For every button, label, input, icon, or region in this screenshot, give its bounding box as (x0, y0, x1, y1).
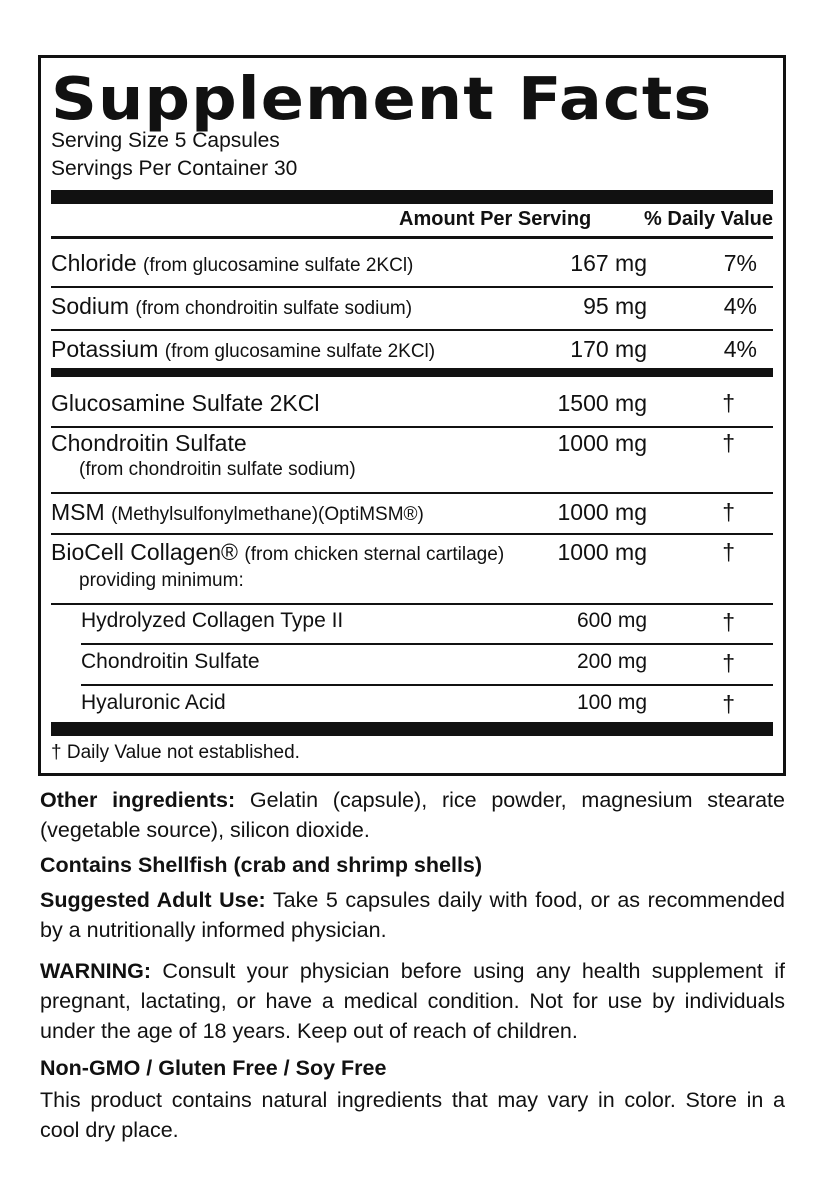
other-ingredients (40, 785, 785, 845)
nutrient-dv: 4% (723, 336, 757, 362)
ingredient-note: (from chicken sternal cartilage) (244, 544, 505, 565)
footnote: † Daily Value not established. (51, 742, 300, 763)
divider (51, 426, 773, 428)
storage-note: This product contains natural ingredients that may vary in color. Store in a cool dry place. (40, 1088, 785, 1142)
nutrient-note: (from glucosamine sulfate 2KCl) (164, 341, 436, 362)
divider (81, 684, 773, 686)
nutrient-amount: 167 mg (570, 250, 647, 276)
warning (40, 956, 785, 1046)
sub-ingredient-amount: 100 mg (576, 691, 647, 714)
dv-header: % Daily Value (644, 208, 773, 230)
divider (51, 603, 773, 605)
nutrient-name: Potassium (51, 336, 159, 362)
divider (51, 236, 773, 239)
nutrient-name: Chloride (51, 250, 137, 276)
divider (51, 286, 773, 288)
sub-ingredient-dv: † (722, 691, 735, 717)
divider (51, 533, 773, 535)
supplement-facts-panel (38, 55, 786, 776)
suggested-use-text: Take 5 capsules daily with food, or as recommended by a nutritionally informed physician. (40, 888, 785, 942)
claims: Non-GMO / Gluten Free / Soy Free (40, 1056, 387, 1080)
ingredient-name: Glucosamine Sulfate 2KCl (51, 390, 320, 416)
ingredient-name: Chondroitin Sulfate (51, 430, 247, 456)
nutrient-note: (from glucosamine sulfate 2KCl) (143, 255, 414, 276)
medium-divider (51, 368, 773, 377)
other-ingredients-label: Other ingredients: (40, 788, 236, 812)
divider (51, 329, 773, 331)
ingredient-dv: † (722, 499, 735, 525)
suggested-use-label: Suggested Adult Use: (40, 888, 266, 912)
ingredient-sub: providing minimum: (79, 570, 244, 591)
sub-ingredient-dv: † (722, 650, 735, 676)
sub-ingredient-amount: 600 mg (576, 609, 647, 632)
ingredient-note: (Methylsulfonylmethane)(OptiMSM®) (111, 504, 424, 525)
ingredient-amount: 1500 mg (557, 390, 647, 416)
sub-ingredient-dv: † (722, 609, 735, 635)
ingredient-name: MSM (51, 499, 105, 525)
divider (51, 492, 773, 494)
serving-size: Serving Size 5 Capsules (51, 129, 280, 152)
amount-header: Amount Per Serving (399, 208, 592, 230)
nutrient-name: Sodium (51, 293, 129, 319)
nutrient-note: (from chondroitin sulfate sodium) (135, 298, 413, 319)
ingredient-dv: † (722, 430, 735, 456)
nutrient-dv: 4% (723, 293, 757, 319)
sub-ingredient-name: Chondroitin Sulfate (81, 650, 260, 673)
other-ingredients-text: Gelatin (capsule), rice powder, magnesium stearate (vegetable source), silicon dioxide. (40, 788, 785, 842)
sub-ingredient-name: Hyaluronic Acid (81, 691, 226, 714)
divider (81, 643, 773, 645)
warning-label: WARNING: (40, 959, 152, 983)
ingredient-amount: 1000 mg (557, 499, 647, 525)
ingredient-amount: 1000 mg (557, 539, 647, 565)
nutrient-amount: 170 mg (570, 336, 647, 362)
nutrient-dv: 7% (723, 250, 757, 276)
suggested-use (40, 885, 785, 945)
sub-ingredient-amount: 200 mg (576, 650, 647, 673)
ingredient-name: BioCell Collagen® (51, 539, 238, 565)
thick-divider (51, 722, 773, 736)
ingredient-sub: (from chondroitin sulfate sodium) (79, 459, 356, 480)
warning-text: Consult your physician before using any health supplement if pregnant, lactating, or have a medical condition. Not for use by individuals under the age of 18 years. Keep out of reach of children. (40, 959, 785, 1043)
sub-ingredient-name: Hydrolyzed Collagen Type II (81, 609, 344, 632)
ingredient-dv: † (722, 539, 735, 565)
ingredient-dv: † (722, 390, 735, 416)
nutrient-amount: 95 mg (583, 293, 647, 319)
thick-divider (51, 190, 773, 204)
ingredient-amount: 1000 mg (557, 430, 647, 456)
panel-title: Supplement Facts (51, 64, 713, 133)
allergen-statement: Contains Shellfish (crab and shrimp shells) (40, 853, 483, 877)
servings-per-container: Servings Per Container 30 (51, 157, 298, 180)
